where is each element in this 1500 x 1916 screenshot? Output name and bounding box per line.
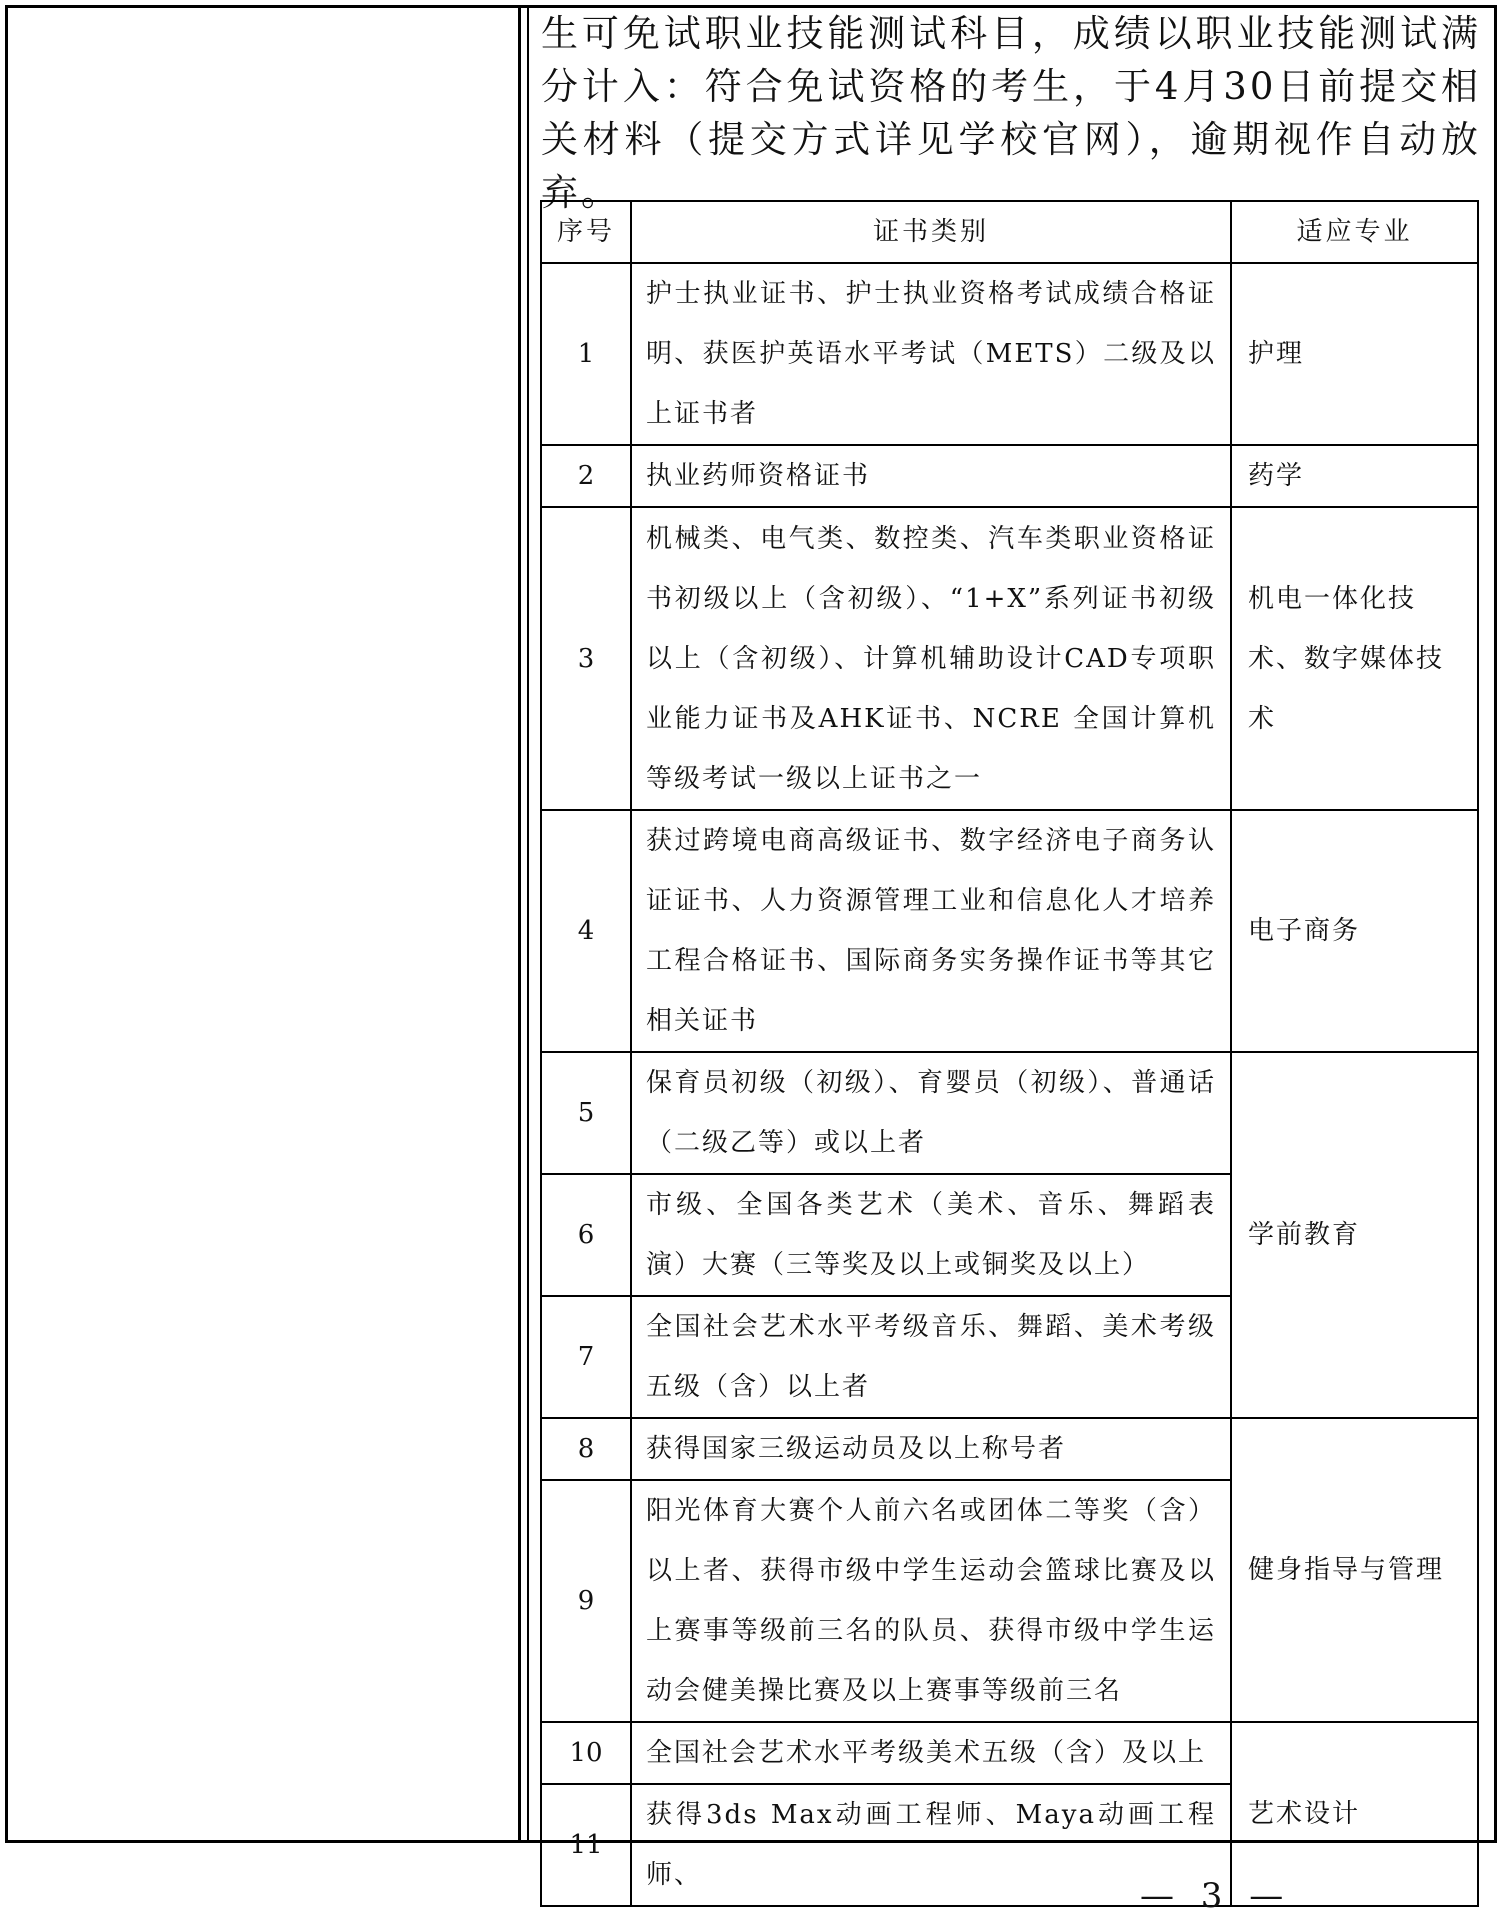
row-major: 艺术设计 [1231,1722,1478,1906]
row-desc: 全国社会艺术水平考级美术五级（含）及以上 [631,1722,1231,1784]
row-num: 2 [541,445,631,507]
table-header-row [541,201,1478,263]
table-row [541,1418,1478,1480]
row-num: 1 [541,263,631,445]
header-category: 证书类别 [631,201,1231,263]
table-row [541,263,1478,445]
row-desc: 执业药师资格证书 [631,445,1231,507]
table-row [541,445,1478,507]
row-num: 3 [541,507,631,810]
row-desc: 全国社会艺术水平考级音乐、舞蹈、美术考级五级（含）以上者 [631,1296,1231,1418]
intro-paragraph: 生可免试职业技能测试科目，成绩以职业技能测试满分计入：符合免试资格的考生，于4月30日前提交相关材料（提交方式详见学校官网），逾期视作自动放弃。 [541,12,1481,214]
row-desc: 阳光体育大赛个人前六名或团体二等奖（含）以上者、获得市级中学生运动会篮球比赛及以上赛事等级前三名的队员、获得市级中学生运动会健美操比赛及以上赛事等级前三名 [631,1480,1231,1722]
column-divider-inner [527,5,529,1843]
row-num: 9 [541,1480,631,1722]
row-num: 6 [541,1174,631,1296]
row-major: 学前教育 [1231,1052,1478,1418]
row-desc: 获过跨境电商高级证书、数字经济电子商务认证证书、人力资源管理工业和信息化人才培养工程合格证书、国际商务实务操作证书等其它相关证书 [631,810,1231,1052]
page-number: — 3 — [1140,1876,1292,1916]
table-row [541,810,1478,1052]
row-num: 7 [541,1296,631,1418]
table-row [541,1052,1478,1174]
row-desc: 获得国家三级运动员及以上称号者 [631,1418,1231,1480]
row-major: 健身指导与管理 [1231,1418,1478,1722]
certificate-table [540,200,1479,1907]
row-desc: 护士执业证书、护士执业资格考试成绩合格证明、获医护英语水平考试（METS）二级及以上证书者 [631,263,1231,445]
column-divider [518,5,521,1843]
row-num: 10 [541,1722,631,1784]
row-major: 机电一体化技术、数字媒体技术 [1231,507,1478,810]
row-num: 5 [541,1052,631,1174]
row-major: 护理 [1231,263,1478,445]
table-row [541,1722,1478,1784]
row-num: 8 [541,1418,631,1480]
row-desc: 获得3ds Max动画工程师、Maya动画工程师、 [631,1784,1231,1906]
row-major: 电子商务 [1231,810,1478,1052]
row-major: 药学 [1231,445,1478,507]
row-desc: 机械类、电气类、数控类、汽车类职业资格证书初级以上（含初级）、“1+X”系列证书初级以上（含初级）、计算机辅助设计CAD专项职业能力证书及AHK证书、NCRE 全国计算机等级考试一级以上证书之一 [631,507,1231,810]
row-desc: 保育员初级（初级）、育婴员（初级）、普通话（二级乙等）或以上者 [631,1052,1231,1174]
row-num: 4 [541,810,631,1052]
header-num: 序号 [541,201,631,263]
row-num: 11 [541,1784,631,1906]
row-desc: 市级、全国各类艺术（美术、音乐、舞蹈表演）大赛（三等奖及以上或铜奖及以上） [631,1174,1231,1296]
table-row [541,507,1478,810]
header-major: 适应专业 [1231,201,1478,263]
